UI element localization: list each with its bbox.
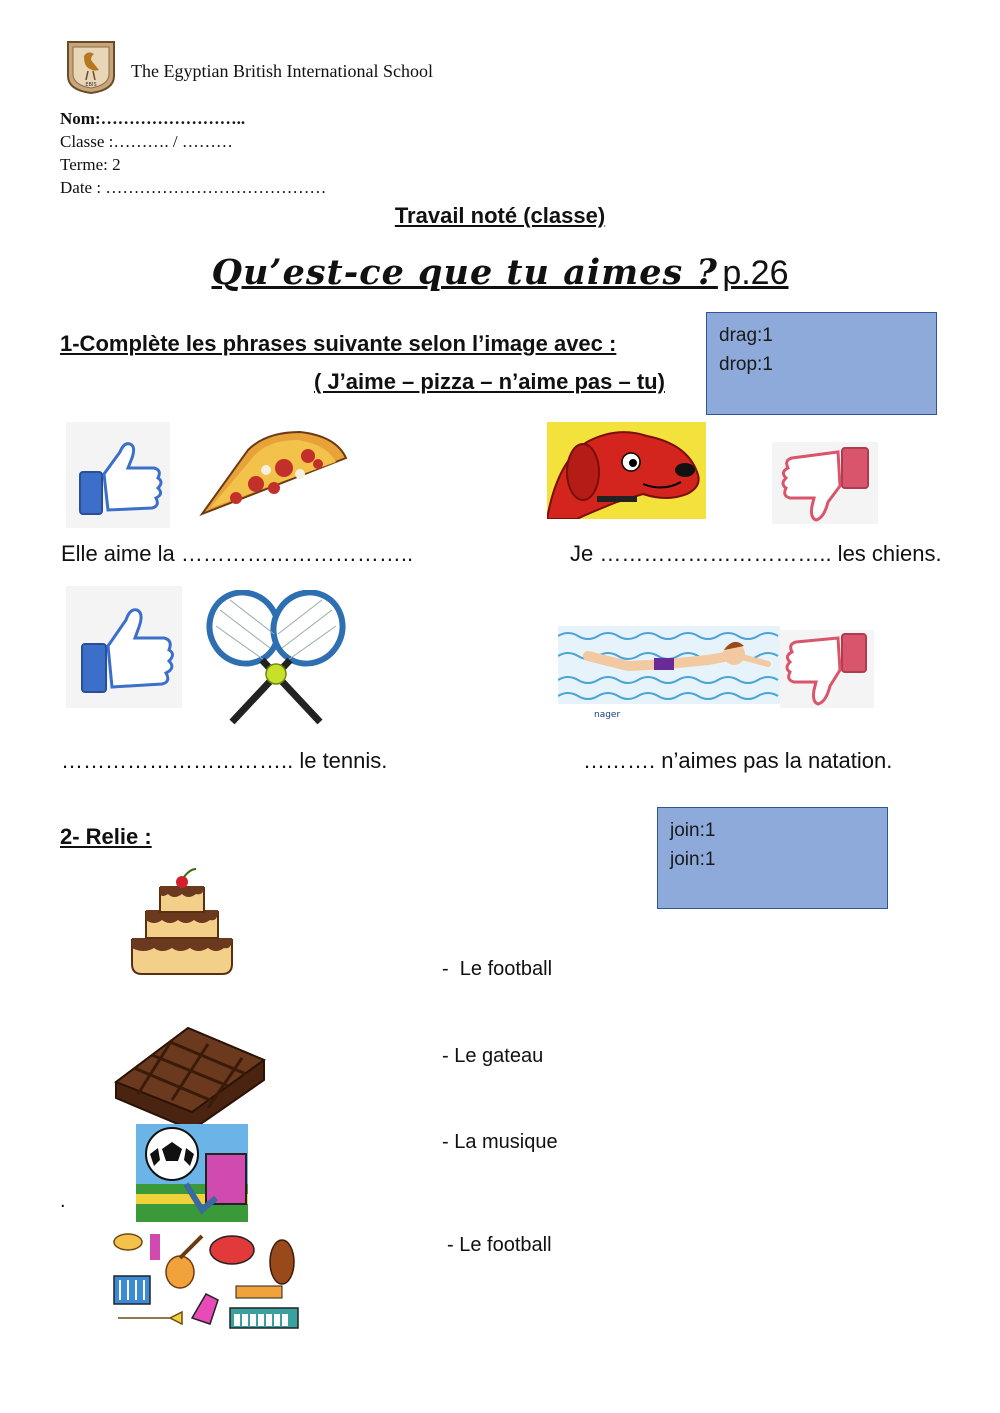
subtitle: Travail noté (classe) — [394, 203, 606, 228]
music-image — [110, 1228, 302, 1332]
drag-drop-box[interactable] — [706, 312, 937, 415]
join-line: join:1 — [670, 849, 716, 870]
chocolate-image — [112, 1020, 268, 1130]
term-field: Terme: 2 — [60, 155, 121, 174]
name-field: Nom:…………………….. — [60, 109, 246, 128]
exercise1-word-bank: ( J’aime – pizza – n’aime pas – tu) — [314, 369, 665, 394]
sentence-3: ………………………….. le tennis. — [61, 748, 388, 773]
match-item-4[interactable]: - Le football — [447, 1234, 552, 1256]
drag-drop-line: drop:1 — [719, 354, 773, 375]
join-line: join:1 — [670, 820, 716, 841]
stray-dot: . — [60, 1190, 66, 1212]
cake-image — [128, 868, 236, 978]
logo-text: EBIS — [85, 82, 97, 88]
page-title-page: p.26 — [722, 254, 789, 292]
swimmer-caption: nager — [594, 710, 621, 720]
sentence-2: Je ………………………….. les chiens. — [570, 541, 942, 566]
match-item-2[interactable]: - Le gateau — [442, 1045, 544, 1067]
date-field: Date : ………………………………… — [60, 178, 327, 197]
tennis-image — [200, 590, 352, 726]
dog-image — [547, 422, 706, 519]
page-title — [0, 252, 1000, 293]
match-item-1[interactable]: - Le football — [442, 958, 553, 980]
exercise1-heading: 1-Complète les phrases suivante selon l’image avec : — [60, 331, 617, 356]
page-title-main: Qu’est-ce que tu aimes ? — [211, 252, 718, 293]
thumbs-up-icon — [66, 586, 182, 708]
swimmer-image — [558, 626, 780, 724]
sentence-1: Elle aime la ………………………….. — [61, 541, 414, 566]
class-field: Classe :………. / ……… — [60, 132, 233, 151]
join-box[interactable] — [657, 807, 888, 909]
pizza-image — [196, 428, 354, 520]
match-item-3[interactable]: - La musique — [442, 1131, 558, 1153]
thumbs-down-icon — [772, 442, 878, 524]
thumbs-down-icon — [780, 630, 874, 708]
school-logo — [64, 38, 118, 94]
exercise2-heading: 2- Relie : — [60, 824, 152, 849]
school-name: The Egyptian British International School — [131, 61, 433, 81]
sentence-4: ………. n’aimes pas la natation. — [583, 748, 893, 773]
drag-drop-line: drag:1 — [719, 325, 773, 346]
football-image — [136, 1124, 248, 1222]
thumbs-up-icon — [66, 422, 170, 528]
